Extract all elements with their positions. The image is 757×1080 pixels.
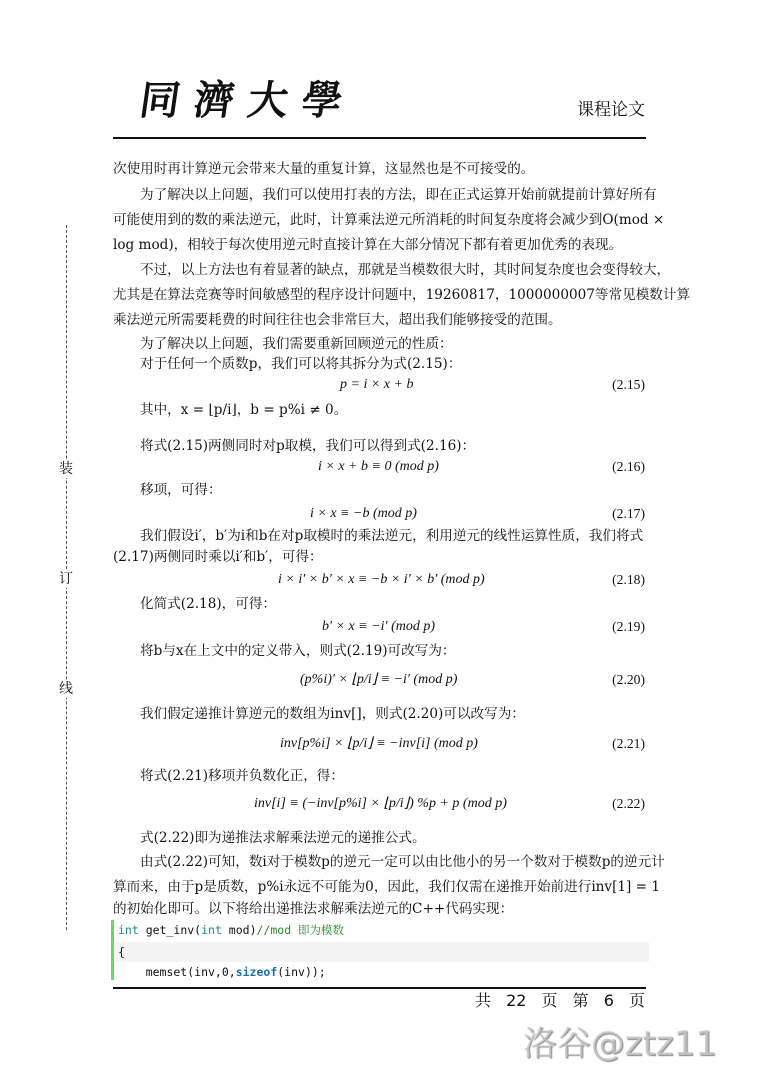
equation-number: (2.17) xyxy=(612,506,645,521)
code-block xyxy=(111,920,649,980)
code-keyword: int xyxy=(201,923,222,937)
code-text: (inv)); xyxy=(277,965,326,979)
equation: i × i′ × b′ × x ≡ −b × i′ × b′ (mod p) xyxy=(278,572,485,587)
paragraph-line: 算而来，由于p是质数，p%i永远不可能为0，因此，我们仅需在递推开始前进行inv[1] = 1 xyxy=(113,879,661,895)
code-keyword: int xyxy=(118,923,139,937)
watermark: 洛谷@ztz11 xyxy=(522,1024,717,1064)
course-label: 课程论文 xyxy=(577,100,645,120)
equation: inv[p%i] × ⌊p/i⌋ ≡ −inv[i] (mod p) xyxy=(280,736,478,751)
equation-number: (2.16) xyxy=(612,459,645,474)
equation-number: (2.19) xyxy=(612,619,645,634)
code-text: get_inv( xyxy=(138,923,202,937)
paragraph-line: log mod)，相较于每次使用逆元时直接计算在大部分情况下都有着更加优秀的表现。 xyxy=(113,237,623,253)
paragraph-line: 为了解决以上问题，我们可以使用打表的方法，即在正式运算开始前就提前计算好所有 xyxy=(140,187,657,203)
page-number: 共 22 页 第 6 页 xyxy=(475,991,645,1010)
paragraph-line: 对于任何一个质数p，我们可以将其拆分为式(2.15)： xyxy=(140,356,462,372)
code-comment: //mod 即为模数 xyxy=(256,923,345,937)
paragraph-line: 我们假设i′，b′为i和b在对p取模时的乘法逆元，利用逆元的线性运算性质，我们将式 xyxy=(140,528,644,544)
paragraph-line: (2.17)两侧同时乘以i′和b′，可得： xyxy=(113,549,323,565)
equation: p = i × x + b xyxy=(340,377,414,392)
paragraph-line: 由式(2.22)可知，数i对于模数p的逆元一定可以由比他小的另一个数对于模数p的逆元计 xyxy=(140,854,665,870)
equation: i × x ≡ −b (mod p) xyxy=(310,506,417,521)
paragraph-line: 的初始化即可。以下将给出递推法求解乘法逆元的C++代码实现： xyxy=(113,901,514,917)
paragraph-line: 不过，以上方法也有着显著的缺点，那就是当模数很大时，其时间复杂度也会变得较大， xyxy=(140,262,671,278)
university-logo: 同濟大學 xyxy=(136,77,360,124)
paragraph-line: 化简式(2.18)，可得： xyxy=(140,596,277,612)
equation-number: (2.15) xyxy=(612,377,645,392)
header-rule xyxy=(113,137,646,139)
code-line: { xyxy=(118,945,125,959)
paragraph-line: 移项，可得： xyxy=(140,482,222,498)
code-text: memset(inv,0, xyxy=(118,965,236,979)
equation-number: (2.20) xyxy=(612,672,645,687)
footer-rule xyxy=(113,987,646,989)
paragraph-line: 尤其是在算法竞赛等时间敏感型的程序设计问题中，19260817，1000000007等常见模数计算 xyxy=(113,287,691,303)
paragraph-line: 为了解决以上问题，我们需要重新回顾逆元的性质： xyxy=(140,336,453,352)
equation-number: (2.18) xyxy=(612,572,645,587)
equation: inv[i] ≡ (−inv[p%i] × ⌊p/i⌋) %p + p (mod p) xyxy=(254,796,507,811)
equation: i × x + b ≡ 0 (mod p) xyxy=(318,459,439,474)
code-line xyxy=(118,923,344,938)
code-line xyxy=(118,965,326,980)
code-text: mod) xyxy=(221,923,257,937)
binding-char: 线 xyxy=(59,681,73,697)
paragraph-line: 将式(2.21)移项并负数化正，得： xyxy=(140,768,344,784)
paragraph-line: 我们假定递推计算逆元的数组为inv[]，则式(2.20)可以改写为： xyxy=(140,706,525,722)
code-keyword: sizeof xyxy=(235,965,278,979)
paragraph-line: 将b与x在上文中的定义带入，则式(2.19)可改写为： xyxy=(140,643,456,659)
equation-number: (2.22) xyxy=(612,796,645,811)
paragraph-line: 可能使用到的数的乘法逆元，此时，计算乘法逆元所消耗的时间复杂度将会减少到O(mod × xyxy=(113,212,665,228)
equation: (p%i)′ × ⌊p/i⌋ ≡ −i′ (mod p) xyxy=(300,672,458,687)
paragraph-line: 次使用时再计算逆元会带来大量的重复计算，这显然也是不可接受的。 xyxy=(113,161,535,177)
paragraph-line: 式(2.22)即为递推法求解乘法逆元的递推公式。 xyxy=(140,830,426,846)
equation-number: (2.21) xyxy=(612,736,645,751)
code-highlight-row xyxy=(114,942,649,962)
paragraph-line: 将式(2.15)两侧同时对p取模，我们可以得到式(2.16)： xyxy=(140,438,476,454)
equation: b′ × x ≡ −i′ (mod p) xyxy=(322,619,436,634)
paragraph-line: 乘法逆元所需要耗费的时间往往也会非常巨大，超出我们能够接受的范围。 xyxy=(113,312,562,328)
binding-char: 订 xyxy=(59,571,73,587)
paragraph-line: 其中，x = ⌊p/i⌋，b = p%i ≠ 0。 xyxy=(140,402,348,418)
binding-char: 装 xyxy=(59,461,73,477)
